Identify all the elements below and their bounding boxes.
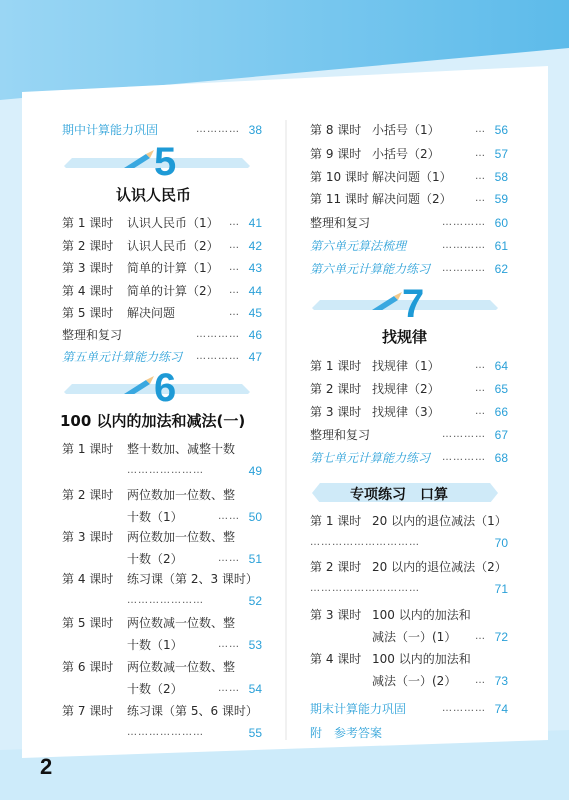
page-ref: 47 bbox=[248, 350, 262, 364]
entry-title: 找规律（1） bbox=[372, 359, 440, 373]
toc-entry[interactable] bbox=[62, 304, 262, 322]
page-ref: 68 bbox=[494, 451, 508, 465]
toc-entry[interactable] bbox=[62, 702, 262, 742]
leader-dots: … bbox=[475, 631, 486, 642]
lesson-number: 第 3 课时 bbox=[310, 405, 362, 419]
toc-entry[interactable] bbox=[62, 348, 262, 366]
toc-entry[interactable] bbox=[310, 650, 508, 690]
entry-title: 练习课（第 5、6 课时） bbox=[127, 704, 258, 718]
page-ref: 66 bbox=[494, 405, 508, 419]
leader-dots: ………… bbox=[442, 263, 486, 274]
entry-title: 两位数加一位数、整 bbox=[127, 530, 236, 544]
entry-title: 认识人民币（1） bbox=[127, 216, 219, 230]
toc-entry[interactable] bbox=[310, 606, 508, 646]
entry-title: 解决问题 bbox=[127, 306, 176, 320]
unit-title: 100 以内的加法和减法(一) bbox=[60, 412, 246, 430]
toc-entry[interactable] bbox=[310, 168, 508, 186]
toc-entry[interactable] bbox=[62, 440, 262, 480]
toc-entry[interactable] bbox=[310, 426, 508, 444]
lesson-number: 第 9 课时 bbox=[310, 147, 362, 161]
entry-title: 小括号（1） bbox=[372, 123, 440, 137]
page-ref: 38 bbox=[248, 123, 262, 137]
leader-dots: … bbox=[475, 193, 486, 204]
leader-dots: ………… bbox=[442, 452, 486, 463]
page-ref: 44 bbox=[248, 284, 262, 298]
toc-entry[interactable] bbox=[62, 326, 262, 344]
leader-dots: ………………… bbox=[127, 595, 204, 606]
page-ref: 70 bbox=[494, 536, 508, 550]
entry-title: 小括号（2） bbox=[372, 147, 440, 161]
leader-dots: … bbox=[475, 406, 486, 417]
entry-title: 20 以内的退位减法（2） bbox=[372, 560, 507, 574]
entry-title: 20 以内的退位减法（1） bbox=[372, 514, 507, 528]
leader-dots: … bbox=[475, 383, 486, 394]
leader-dots: … bbox=[475, 171, 486, 182]
toc-entry[interactable] bbox=[310, 214, 508, 232]
special-title: 专项练习 口算 bbox=[350, 487, 448, 503]
page-ref: 64 bbox=[494, 359, 508, 373]
toc-entry[interactable] bbox=[62, 658, 262, 698]
entry-title: 整理和复习 bbox=[310, 216, 371, 230]
lesson-number: 第 4 课时 bbox=[310, 652, 362, 666]
page-ref: 42 bbox=[248, 239, 262, 253]
unit-title: 认识人民币 bbox=[116, 186, 192, 204]
toc-entry[interactable] bbox=[310, 237, 508, 255]
toc-left-column bbox=[62, 0, 262, 800]
toc-entry[interactable] bbox=[62, 237, 262, 255]
leader-dots: … bbox=[229, 262, 240, 273]
toc-entry[interactable] bbox=[310, 145, 508, 163]
toc-entry[interactable] bbox=[62, 528, 262, 568]
page-ref: 65 bbox=[494, 382, 508, 396]
entry-title: 解决问题（2） bbox=[372, 192, 452, 206]
lesson-number: 第 1 课时 bbox=[62, 216, 114, 230]
lesson-number: 第 10 课时 bbox=[310, 170, 369, 184]
leader-dots: ………… bbox=[442, 703, 486, 714]
entry-title: 两位数减一位数、整 bbox=[127, 616, 236, 630]
leader-dots: ………… bbox=[196, 329, 240, 340]
page-ref: 59 bbox=[494, 192, 508, 206]
page-ref: 45 bbox=[248, 306, 262, 320]
page-ref: 41 bbox=[248, 216, 262, 230]
toc-entry[interactable] bbox=[310, 260, 508, 278]
entry-title: 整理和复习 bbox=[310, 428, 371, 442]
entry-title: 找规律（2） bbox=[372, 382, 440, 396]
entry-title: 两位数加一位数、整 bbox=[127, 488, 236, 502]
toc-entry[interactable] bbox=[310, 512, 508, 552]
entry-title: 第六单元算法梳理 bbox=[310, 239, 407, 253]
entry-title: 练习课（第 2、3 课时） bbox=[127, 572, 258, 586]
unit-number: 7 bbox=[402, 282, 425, 326]
lesson-number: 第 1 课时 bbox=[310, 359, 362, 373]
leader-dots: … bbox=[475, 675, 486, 686]
page-ref: 56 bbox=[494, 123, 508, 137]
entry-title: 整理和复习 bbox=[62, 328, 123, 342]
lesson-number: 第 7 课时 bbox=[62, 704, 114, 718]
entry-title: 整十数加、减整十数 bbox=[127, 442, 236, 456]
entry-title-line2: 十数（2） bbox=[127, 682, 183, 696]
lesson-number: 第 4 课时 bbox=[62, 284, 114, 298]
lesson-number: 第 5 课时 bbox=[62, 306, 114, 320]
page-ref: 43 bbox=[248, 261, 262, 275]
page-ref: 73 bbox=[494, 674, 508, 688]
page-ref: 53 bbox=[248, 638, 262, 652]
page-ref: 71 bbox=[494, 582, 508, 596]
lesson-number: 第 3 课时 bbox=[310, 608, 362, 622]
leader-dots: … bbox=[475, 360, 486, 371]
lesson-number: 第 4 课时 bbox=[62, 572, 114, 586]
entry-title: 简单的计算（2） bbox=[127, 284, 219, 298]
leader-dots: …… bbox=[218, 639, 240, 650]
leader-dots: ………… bbox=[196, 351, 240, 362]
entry-title: 两位数减一位数、整 bbox=[127, 660, 236, 674]
entry-title: 附 参考答案 bbox=[310, 726, 383, 740]
leader-dots: ………… bbox=[442, 217, 486, 228]
toc-entry[interactable] bbox=[62, 486, 262, 526]
leader-dots: ………… bbox=[442, 240, 486, 251]
lesson-number: 第 3 课时 bbox=[62, 261, 114, 275]
entry-title: 期中计算能力巩固 bbox=[62, 123, 159, 137]
toc-entry[interactable] bbox=[310, 380, 508, 398]
leader-dots: …… bbox=[218, 511, 240, 522]
entry-title-line2: 减法（一）(2） bbox=[372, 674, 457, 688]
page-ref: 46 bbox=[248, 328, 262, 342]
toc-right-column bbox=[310, 0, 508, 800]
leader-dots: … bbox=[475, 124, 486, 135]
leader-dots: … bbox=[229, 307, 240, 318]
lesson-number: 第 3 课时 bbox=[62, 530, 114, 544]
page-ref: 55 bbox=[248, 726, 262, 740]
leader-dots: … bbox=[229, 240, 240, 251]
leader-dots: ………………… bbox=[127, 465, 204, 476]
toc-entry[interactable] bbox=[62, 259, 262, 277]
page-ref: 49 bbox=[248, 464, 262, 478]
entry-title: 认识人民币（2） bbox=[127, 239, 219, 253]
entry-title-line2: 减法（一）(1） bbox=[372, 630, 457, 644]
lesson-number: 第 1 课时 bbox=[62, 442, 114, 456]
leader-dots: … bbox=[475, 148, 486, 159]
leader-dots: ………………… bbox=[127, 727, 204, 738]
lesson-number: 第 1 课时 bbox=[310, 514, 362, 528]
entry-title: 期末计算能力巩固 bbox=[310, 702, 407, 716]
entry-title-line2: 十数（2） bbox=[127, 552, 183, 566]
page-ref: 72 bbox=[494, 630, 508, 644]
lesson-number: 第 8 课时 bbox=[310, 123, 362, 137]
lesson-number: 第 2 课时 bbox=[310, 560, 362, 574]
page-ref: 62 bbox=[494, 262, 508, 276]
entry-title: 第六单元计算能力练习 bbox=[310, 262, 431, 276]
unit-number: 5 bbox=[154, 140, 177, 184]
page-ref: 58 bbox=[494, 170, 508, 184]
toc-entry[interactable] bbox=[310, 357, 508, 375]
page-ref: 52 bbox=[248, 594, 262, 608]
page-ref: 60 bbox=[494, 216, 508, 230]
page-ref: 51 bbox=[248, 552, 262, 566]
entry-title: 解决问题（1） bbox=[372, 170, 452, 184]
leader-dots: ………… bbox=[442, 429, 486, 440]
unit-title: 找规律 bbox=[382, 328, 428, 346]
toc-entry[interactable] bbox=[310, 403, 508, 421]
leader-dots: … bbox=[229, 217, 240, 228]
toc-entry[interactable] bbox=[310, 190, 508, 208]
entry-title: 找规律（3） bbox=[372, 405, 440, 419]
toc-entry[interactable] bbox=[62, 121, 262, 139]
toc-entry[interactable] bbox=[310, 724, 508, 742]
lesson-number: 第 11 课时 bbox=[310, 192, 369, 206]
toc-entry[interactable] bbox=[62, 570, 262, 610]
page-number: 2 bbox=[40, 754, 53, 779]
toc-entry[interactable] bbox=[310, 449, 508, 467]
toc-entry[interactable] bbox=[310, 700, 508, 718]
leader-dots: ………… bbox=[196, 124, 240, 135]
entry-title-line2: 十数（1） bbox=[127, 638, 183, 652]
entry-title-line2: 十数（1） bbox=[127, 510, 183, 524]
toc-entry[interactable] bbox=[62, 214, 262, 232]
leader-dots: ………………………… bbox=[310, 583, 420, 594]
page-ref: 74 bbox=[494, 702, 508, 716]
entry-title: 100 以内的加法和 bbox=[372, 652, 471, 666]
lesson-number: 第 6 课时 bbox=[62, 660, 114, 674]
toc-entry[interactable] bbox=[310, 121, 508, 139]
page-ref: 50 bbox=[248, 510, 262, 524]
entry-title: 100 以内的加法和 bbox=[372, 608, 471, 622]
entry-title: 简单的计算（1） bbox=[127, 261, 219, 275]
leader-dots: …… bbox=[218, 683, 240, 694]
lesson-number: 第 2 课时 bbox=[310, 382, 362, 396]
toc-entry[interactable] bbox=[62, 614, 262, 654]
unit-number: 6 bbox=[154, 366, 177, 410]
page-ref: 57 bbox=[494, 147, 508, 161]
page-ref: 54 bbox=[248, 682, 262, 696]
lesson-number: 第 2 课时 bbox=[62, 488, 114, 502]
toc-entry[interactable] bbox=[310, 558, 508, 598]
leader-dots: … bbox=[229, 285, 240, 296]
lesson-number: 第 5 课时 bbox=[62, 616, 114, 630]
page-ref: 61 bbox=[494, 239, 508, 253]
leader-dots: …… bbox=[218, 553, 240, 564]
toc-entry[interactable] bbox=[62, 282, 262, 300]
page-ref: 67 bbox=[494, 428, 508, 442]
entry-title: 第五单元计算能力练习 bbox=[62, 350, 183, 364]
lesson-number: 第 2 课时 bbox=[62, 239, 114, 253]
entry-title: 第七单元计算能力练习 bbox=[310, 451, 431, 465]
leader-dots: ………………………… bbox=[310, 537, 420, 548]
